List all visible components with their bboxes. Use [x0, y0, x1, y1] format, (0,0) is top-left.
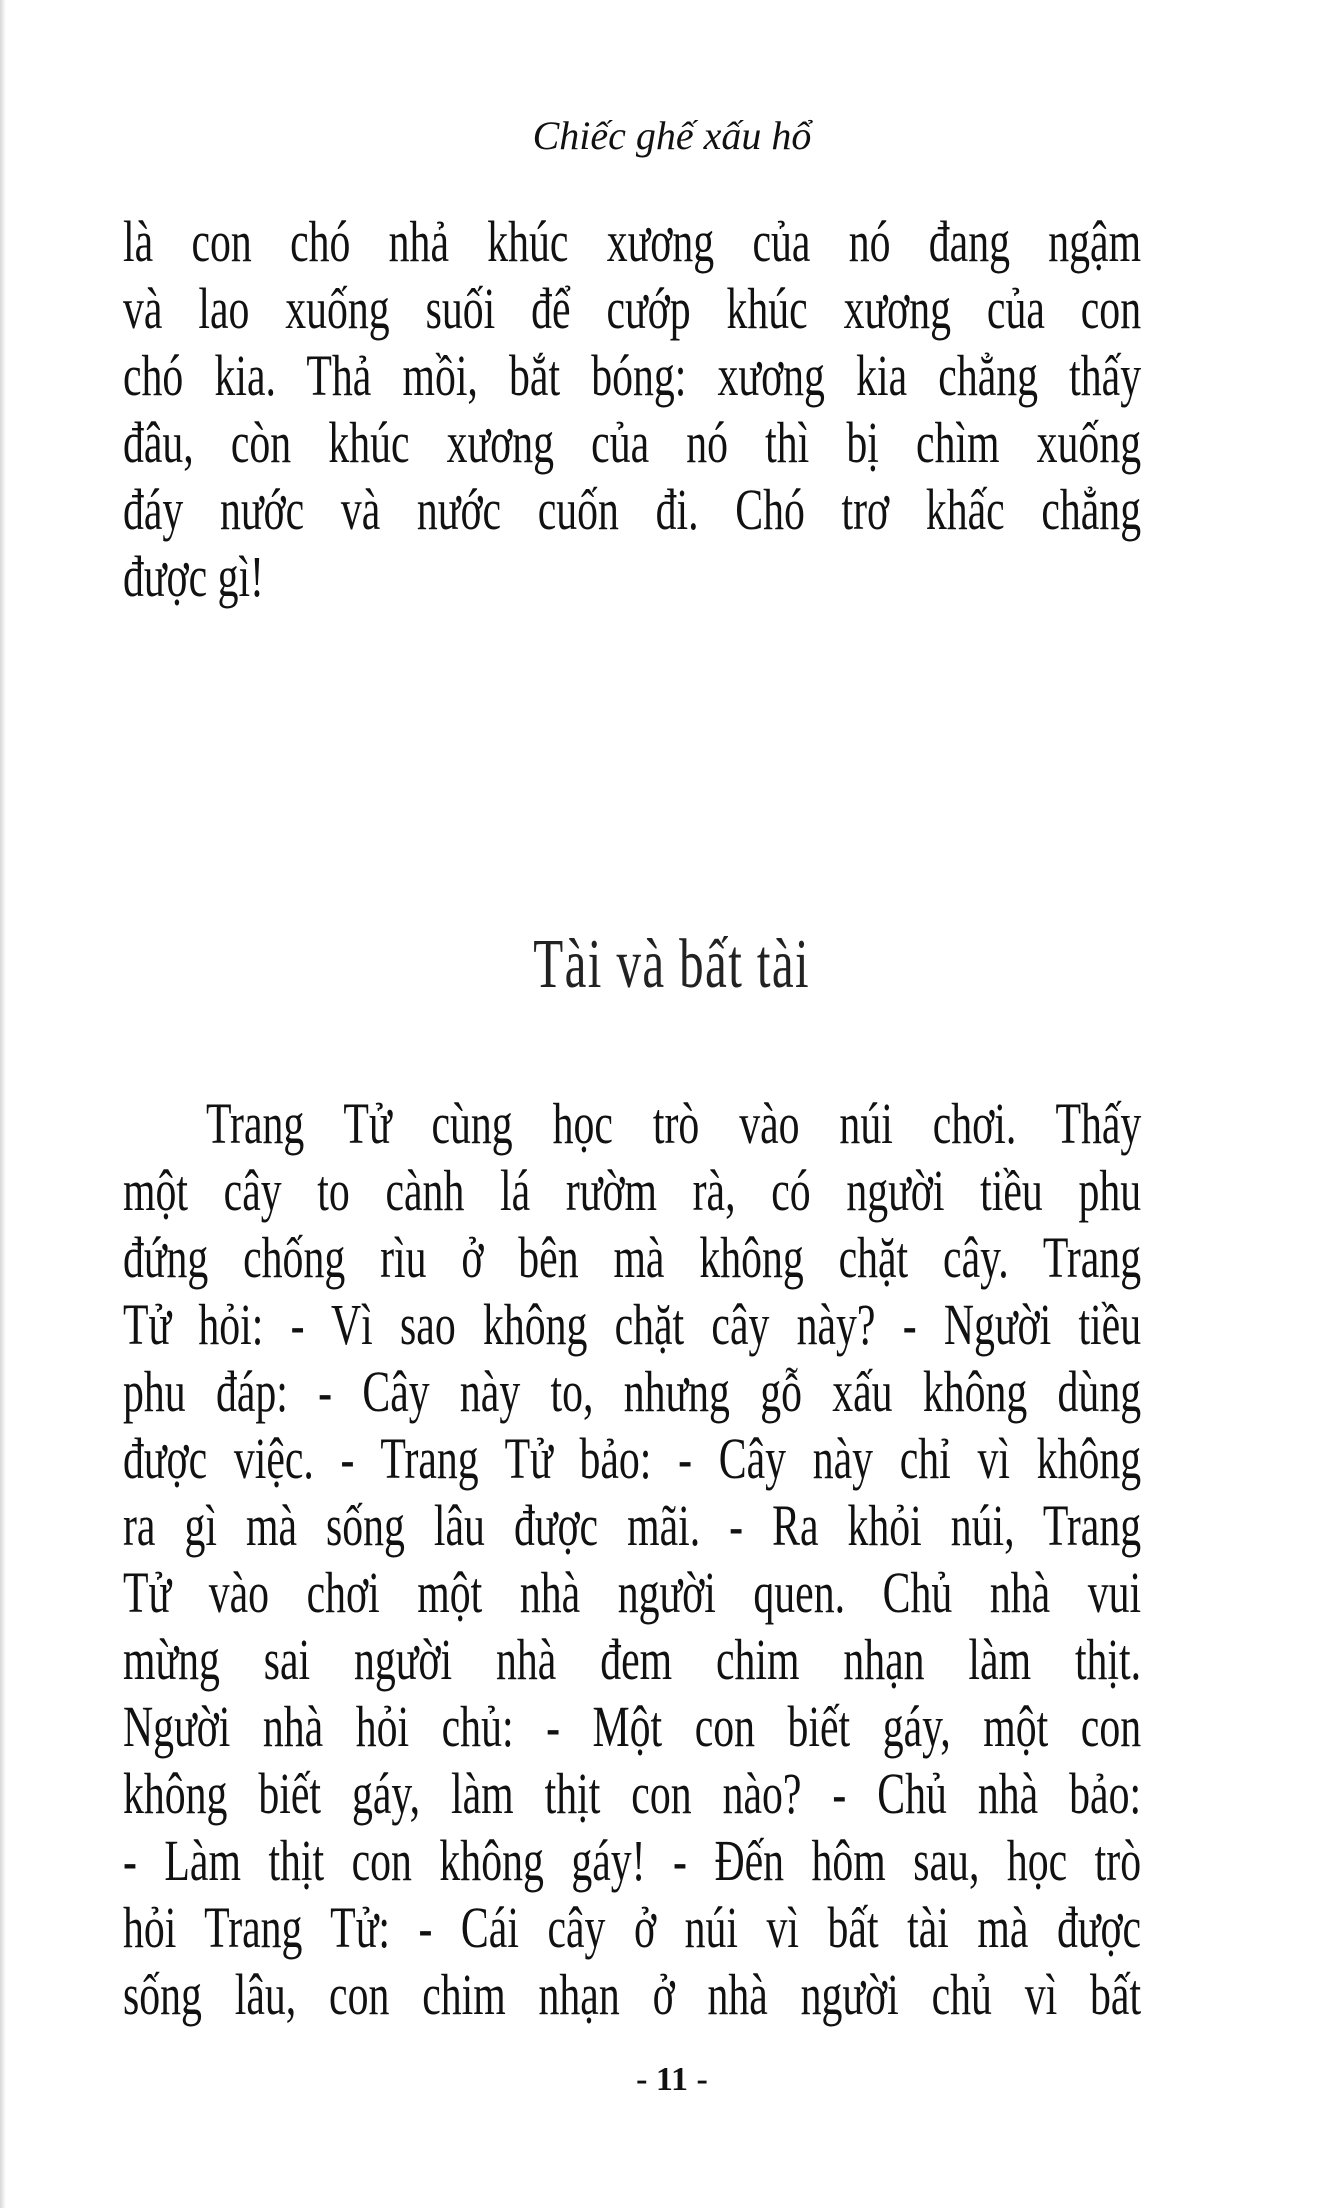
text-line — [123, 1224, 1141, 1291]
text-line-content: Người nhà hỏi chủ: - Một con biết gáy, một con — [123, 1694, 1142, 1759]
text-line-content: được việc. - Trang Tử bảo: - Cây này chỉ vì không — [123, 1426, 1142, 1491]
text-line-content: Tử hỏi: - Vì sao không chặt cây này? - Người tiều — [123, 1292, 1142, 1357]
paragraph-2 — [123, 1090, 1141, 2028]
story-title-text: Tài và bất tài — [533, 926, 811, 1003]
text-line — [123, 1626, 1141, 1693]
text-line-content: mừng sai người nhà đem chim nhạn làm thịt. — [123, 1627, 1142, 1692]
text-line — [123, 1961, 1141, 2028]
running-head: Chiếc ghế xấu hổ — [532, 113, 812, 158]
text-line-content: là con chó nhả khúc xương của nó đang ngậm — [123, 209, 1142, 274]
text-line — [123, 543, 1141, 610]
text-line-content: Tử vào chơi một nhà người quen. Chủ nhà vui — [123, 1560, 1142, 1625]
text-line — [123, 1894, 1141, 1961]
text-line — [123, 409, 1141, 476]
text-line — [123, 342, 1141, 409]
page-number: - 11 - — [636, 2061, 708, 2098]
text-line-content: phu đáp: - Cây này to, nhưng gỗ xấu không dùng — [123, 1359, 1142, 1424]
text-line — [123, 1157, 1141, 1224]
text-line — [123, 1492, 1141, 1559]
text-line-content: và lao xuống suối để cướp khúc xương của con — [123, 276, 1142, 341]
text-line-content: sống lâu, con chim nhạn ở nhà người chủ vì bất — [123, 1962, 1142, 2027]
text-line — [123, 1760, 1141, 1827]
text-line-content: ra gì mà sống lâu được mãi. - Ra khỏi núi, Trang — [123, 1493, 1142, 1558]
text-line-content: được gì! — [123, 544, 264, 609]
page-edge-shadow — [0, 0, 6, 2208]
story-title — [0, 925, 1344, 1005]
text-line — [123, 275, 1141, 342]
text-line-content: đáy nước và nước cuốn đi. Chó trơ khấc chẳng — [123, 477, 1142, 542]
text-line — [123, 1827, 1141, 1894]
text-line — [123, 1090, 1141, 1157]
text-line-content: chó kia. Thả mồi, bắt bóng: xương kia chẳng thấy — [123, 343, 1142, 408]
text-line — [123, 1425, 1141, 1492]
text-line — [123, 208, 1141, 275]
text-line-content: - Làm thịt con không gáy! - Đến hôm sau, học trò — [123, 1828, 1142, 1893]
text-line — [123, 1358, 1141, 1425]
text-line-content: không biết gáy, làm thịt con nào? - Chủ nhà bảo: — [123, 1761, 1142, 1826]
text-line — [123, 1559, 1141, 1626]
text-line-content: một cây to cành lá rườm rà, có người tiều phu — [123, 1158, 1142, 1223]
paragraph-1 — [123, 208, 1141, 610]
text-line — [123, 476, 1141, 543]
text-line-content: đứng chống rìu ở bên mà không chặt cây. Trang — [123, 1225, 1142, 1290]
text-line — [123, 1693, 1141, 1760]
text-line — [123, 1291, 1141, 1358]
text-line-content: đâu, còn khúc xương của nó thì bị chìm xuống — [123, 410, 1142, 475]
text-line-content: Trang Tử cùng học trò vào núi chơi. Thấy — [206, 1091, 1142, 1156]
text-line-content: hỏi Trang Tử: - Cái cây ở núi vì bất tài mà được — [123, 1895, 1142, 1960]
